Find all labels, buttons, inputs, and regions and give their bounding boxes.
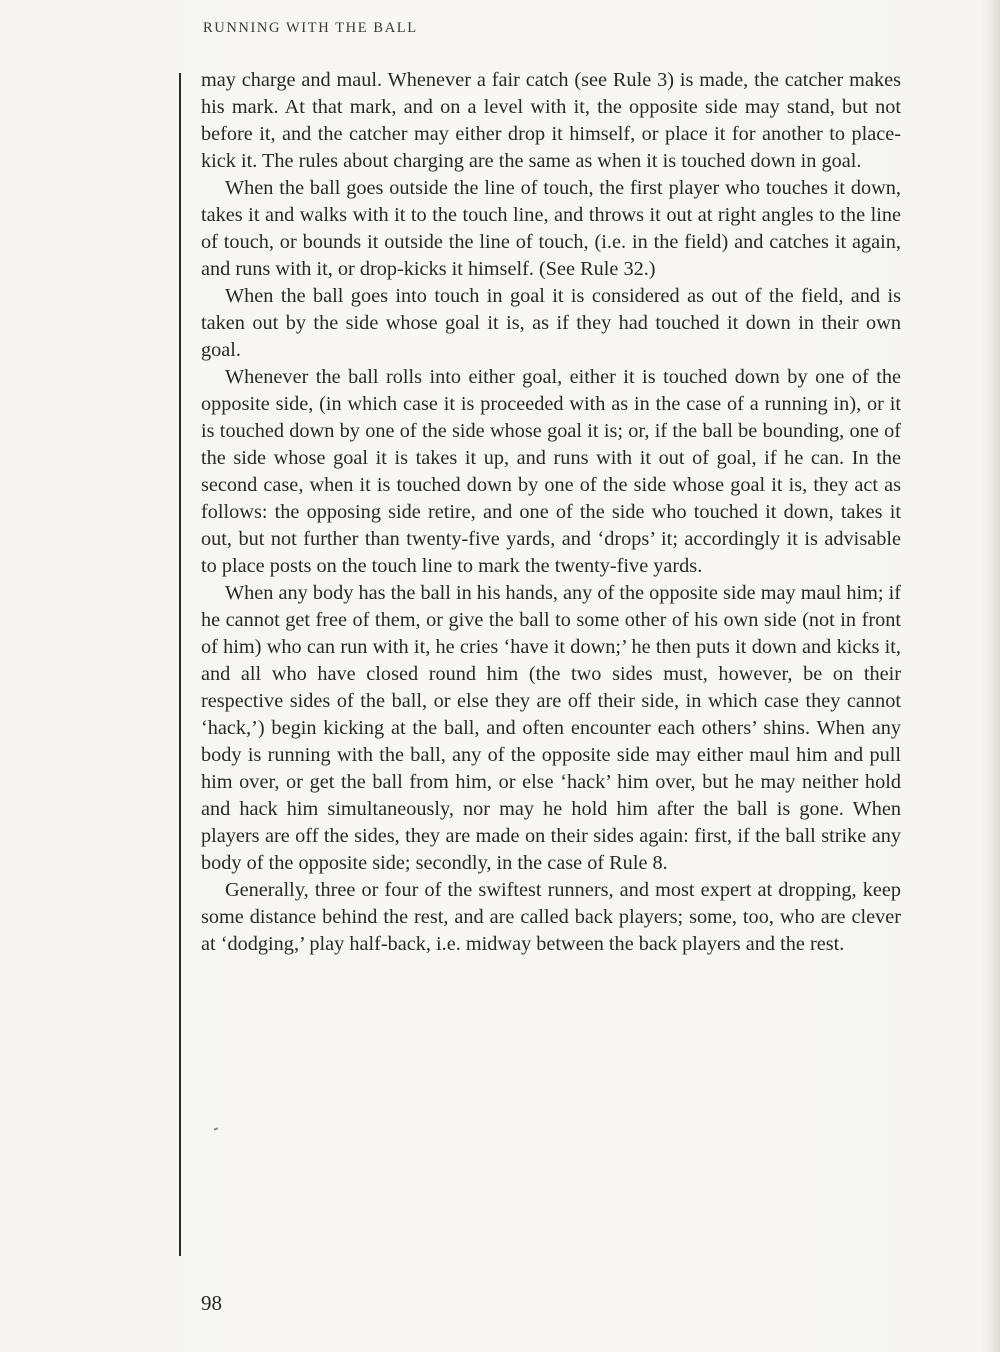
pencil-mark: [214, 1127, 218, 1130]
margin-rule-line: [179, 73, 181, 1256]
page-edge-shadow: [982, 0, 1000, 1352]
page-number: 98: [201, 1291, 222, 1315]
paragraph-back-players: Generally, three or four of the swiftest runners, and most expert at dropping, keep some distance behind the rest, and are called back players; some, too, who are clever at ‘dodging,’ play half-back, i.e. midway between the back players and the rest.: [201, 879, 901, 955]
paragraph-maul: When any body has the ball in his hands, any of the opposite side may maul him; if he cannot get free of them, or give the ball to some other of his own side (not in front of him) who can run with it, he cries ‘have it down;’ he then puts it down and kicks it, and all who have closed round him (the two sides must, however, be on their respective sides of the ball, or else they are off their side, in which case they cannot ‘hack,’) begin kicking at the ball, and often encounter each others’ shins. When any body is running with the ball, any of the opposite side may either maul him and pull him over, or get the ball from him, or else ‘hack’ him over, but he may neither hold and hack him simultaneously, nor may he hold him after the ball is gone. When players are off the sides, they are made on their sides again: first, if the ball strike any body of the opposite side; secondly, in the case of Rule 8.: [201, 582, 901, 874]
paragraph-touch-line: When the ball goes outside the line of touch, the first player who touches it down, takes it and walks with it to the touch line, and throws it out at right angles to the line of touch, or bounds it outside the line of touch, (i.e. in the field) and catches it again, and runs with it, or drop-kicks it himself. (See Rule 32.): [201, 177, 901, 280]
running-head: RUNNING WITH THE BALL: [203, 20, 418, 36]
paragraph-ball-into-goal: Whenever the ball rolls into either goal, either it is touched down by one of the opposite side, (in which case it is proceeded with as in the case of a running in), or it is touched down by one of the side whose goal it is; or, if the ball be bounding, one of the side whose goal it is takes it up, and runs with it out of goal, if he can. In the second case, when it is touched down by one of the side whose goal it is, they act as follows: the opposing side retire, and one of the side who touched it down, takes it out, but not further than twenty-five yards, and ‘drops’ it; accordingly it is advisable to place posts on the touch line to mark the twenty-five yards.: [201, 366, 901, 577]
paragraph-touch-in-goal: When the ball goes into touch in goal it is considered as out of the field, and is taken out by the side whose goal it is, as if they had touched it down in their own goal.: [201, 285, 901, 361]
paragraph-continuation: may charge and maul. Whenever a fair catch (see Rule 3) is made, the catcher makes his mark. At that mark, and on a level with it, the opposite side may stand, but not before it, and the catcher may either drop it himself, or place it for another to place-kick it. The rules about charging are the same as when it is touched down in goal.: [201, 69, 901, 172]
body-text: [201, 67, 901, 958]
